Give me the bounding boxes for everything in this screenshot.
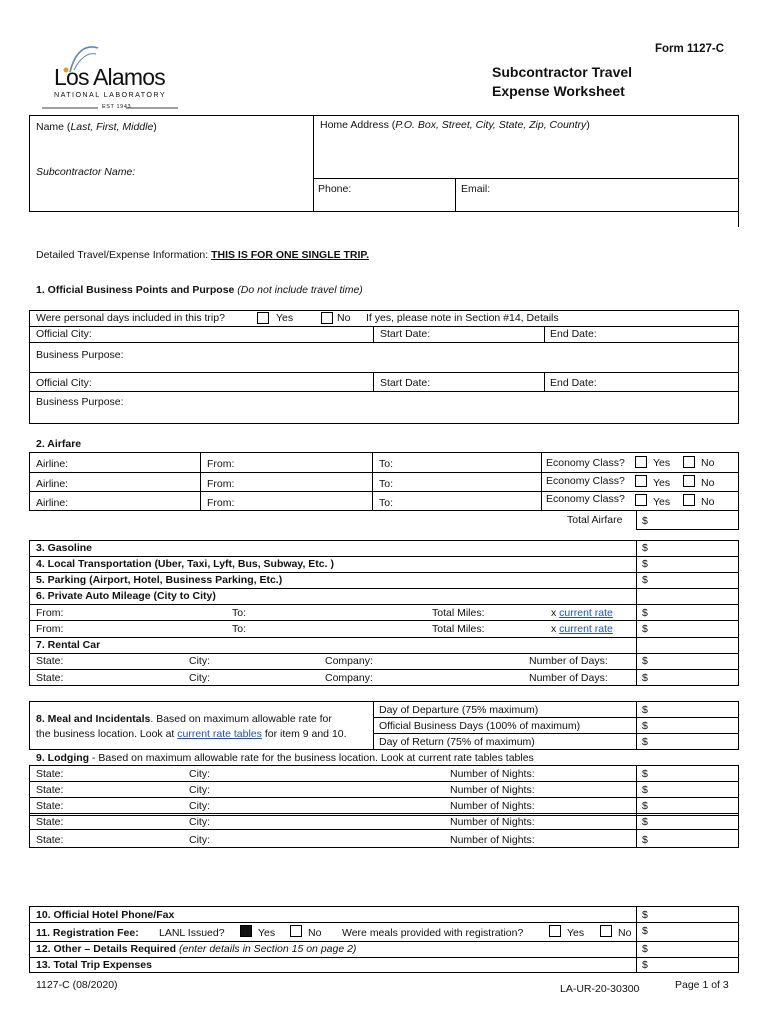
mileage-1-rate: x current rate [551, 607, 613, 619]
airline-1-no-label: No [701, 457, 715, 469]
business-purpose-2-label: Business Purpose: [36, 396, 124, 408]
mileage-2-rate: x current rate [551, 623, 613, 635]
hotel-phone-fax-label: 10. Official Hotel Phone/Fax [36, 909, 175, 921]
mileage-2-from-label: From: [36, 623, 64, 635]
airline-1-economy-label: Economy Class? [546, 457, 625, 469]
form-revision: 1127-C (08/2020) [36, 979, 118, 991]
meals-description-2: the business location. Look at current rate tables for item 9 and 10. [36, 728, 347, 740]
airline-3-to-label: To: [379, 497, 394, 509]
registration-fee-dollar: $ [642, 925, 648, 937]
rental-2-dollar: $ [642, 672, 648, 684]
local-transportation-label: 4. Local Transportation (Uber, Taxi, Lyft, Bus, Subway, Etc. ) [36, 558, 334, 570]
lodging-3-nights-label: Number of Nights: [450, 800, 535, 812]
mileage-2-dollar: $ [642, 623, 648, 635]
total-airfare-label: Total Airfare [567, 514, 623, 526]
lodging-3-dollar: $ [642, 800, 648, 812]
airline-3-economy-label: Economy Class? [546, 493, 625, 505]
logo-name: Los Alamos [54, 64, 165, 90]
rental-car-label: 7. Rental Car [36, 639, 101, 651]
meals-provided-yes-label: Yes [567, 927, 585, 939]
lodging-5-city-label: City: [189, 834, 210, 846]
form-title-line2: Expense Worksheet [492, 83, 625, 99]
airline-1-from-label: From: [207, 458, 235, 470]
lanl-issued-yes-label: Yes [258, 927, 276, 939]
rental-1-company-label: Company: [325, 655, 373, 667]
lodging-4-state-label: State: [36, 816, 64, 828]
lodging-heading: 9. Lodging - Based on maximum allowable rate for the business location. Look at current rate tables tables [36, 752, 534, 764]
rental-2-city-label: City: [189, 672, 210, 684]
lodging-2-state-label: State: [36, 784, 64, 796]
airline-2-from-label: From: [207, 478, 235, 490]
email-label: Email: [461, 183, 491, 195]
lanl-logo [30, 40, 190, 112]
home-address-label: Home Address (P.O. Box, Street, City, State, Zip, Country) [320, 119, 590, 131]
phone-label: Phone: [318, 183, 352, 195]
local-transportation-dollar: $ [642, 558, 648, 570]
lodging-1-nights-label: Number of Nights: [450, 768, 535, 780]
rental-1-city-label: City: [189, 655, 210, 667]
parking-label: 5. Parking (Airport, Hotel, Business Parking, Etc.) [36, 574, 283, 586]
gasoline-label: 3. Gasoline [36, 542, 93, 554]
lodging-5-dollar: $ [642, 834, 648, 846]
page-number: Page 1 of 3 [675, 979, 729, 991]
mileage-label: 6. Private Auto Mileage (City to City) [36, 590, 216, 602]
day-of-return-label: Day of Return (75% of maximum) [379, 736, 535, 748]
official-days-dollar: $ [642, 720, 648, 732]
mileage-1-dollar: $ [642, 607, 648, 619]
lanl-issued-label: LANL Issued? [159, 927, 225, 939]
airline-2-economy-no-checkbox[interactable] [683, 475, 695, 487]
airline-1-to-label: To: [379, 458, 394, 470]
end-date-1-label: End Date: [550, 328, 597, 340]
airline-2-no-label: No [701, 477, 715, 489]
personal-days-yes-label: Yes [276, 312, 294, 324]
name-label: Name (Last, First, Middle) [36, 121, 157, 133]
hotel-phone-fax-dollar: $ [642, 909, 648, 921]
end-date-2-label: End Date: [550, 377, 597, 389]
rental-1-dollar: $ [642, 655, 648, 667]
section1-heading: 1. Official Business Points and Purpose (Do not include travel time) [36, 284, 363, 296]
airline-1-economy-no-checkbox[interactable] [683, 456, 695, 468]
lodging-3-state-label: State: [36, 800, 64, 812]
personal-days-no-label: No [337, 312, 351, 324]
lodging-4-nights-label: Number of Nights: [450, 816, 535, 828]
business-purpose-1-label: Business Purpose: [36, 349, 124, 361]
personal-days-no-checkbox[interactable] [321, 312, 333, 324]
logo-est: EST 1943 [102, 104, 132, 110]
airline-3-economy-no-checkbox[interactable] [683, 494, 695, 506]
other-details-label: 12. Other – Details Required (enter details in Section 15 on page 2) [36, 943, 357, 955]
gasoline-dollar: $ [642, 542, 648, 554]
departure-dollar: $ [642, 704, 648, 716]
lanl-issued-yes-checkbox[interactable] [240, 925, 252, 937]
other-details-dollar: $ [642, 943, 648, 955]
airline-1-economy-yes-checkbox[interactable] [635, 456, 647, 468]
airline-3-no-label: No [701, 496, 715, 508]
start-date-2-label: Start Date: [380, 377, 431, 389]
lodging-1-city-label: City: [189, 768, 210, 780]
form-title-line1: Subcontractor Travel [492, 64, 633, 80]
registration-fee-label: 11. Registration Fee: [36, 927, 139, 939]
lodging-1-state-label: State: [36, 768, 64, 780]
subcontractor-name-label: Subcontractor Name: [36, 166, 136, 178]
lodging-1-dollar: $ [642, 768, 648, 780]
mileage-2-to-label: To: [232, 623, 247, 635]
rental-1-days-label: Number of Days: [529, 655, 608, 667]
la-ur-number: LA-UR-20-30300 [560, 983, 640, 995]
personal-days-yes-checkbox[interactable] [257, 312, 269, 324]
start-date-1-label: Start Date: [380, 328, 431, 340]
official-city-2-label: Official City: [36, 377, 92, 389]
mileage-1-to-label: To: [232, 607, 247, 619]
meals-provided-no-label: No [618, 927, 632, 939]
total-trip-expenses-label: 13. Total Trip Expenses [36, 959, 152, 971]
return-dollar: $ [642, 736, 648, 748]
airline-3-yes-label: Yes [653, 496, 671, 508]
day-of-departure-label: Day of Departure (75% maximum) [379, 704, 539, 716]
lodging-2-city-label: City: [189, 784, 210, 796]
meals-provided-yes-checkbox[interactable] [549, 925, 561, 937]
airline-1-yes-label: Yes [653, 457, 671, 469]
mileage-1-total-label: Total Miles: [432, 607, 485, 619]
lodging-4-dollar: $ [642, 816, 648, 828]
rental-2-days-label: Number of Days: [529, 672, 608, 684]
mileage-1-from-label: From: [36, 607, 64, 619]
lodging-5-nights-label: Number of Nights: [450, 834, 535, 846]
trip-intro: Detailed Travel/Expense Information: THIS IS FOR ONE SINGLE TRIP. [36, 249, 370, 261]
form-number: Form 1127-C [655, 43, 725, 55]
airline-3-economy-yes-checkbox[interactable] [635, 494, 647, 506]
rental-2-state-label: State: [36, 672, 64, 684]
airline-3-label: Airline: [36, 497, 69, 509]
logo-sub: NATIONAL LABORATORY [54, 90, 167, 99]
mileage-2-current-rate-link[interactable]: current rate [559, 623, 613, 635]
meals-description-1: 8. Meal and Incidentals. Based on maximum allowable rate for [36, 713, 332, 725]
airline-2-to-label: To: [379, 478, 394, 490]
section2-heading: 2. Airfare [36, 438, 82, 450]
meals-provided-question: Were meals provided with registration? [342, 927, 524, 939]
total-trip-expenses-dollar: $ [642, 959, 648, 971]
lodging-3-city-label: City: [189, 800, 210, 812]
mileage-2-total-label: Total Miles: [432, 623, 485, 635]
rental-2-company-label: Company: [325, 672, 373, 684]
lodging-5-state-label: State: [36, 834, 64, 846]
meals-current-rate-tables-link[interactable]: current rate tables [177, 728, 262, 740]
lodging-2-nights-label: Number of Nights: [450, 784, 535, 796]
airline-1-label: Airline: [36, 458, 69, 470]
rental-1-state-label: State: [36, 655, 64, 667]
airline-2-yes-label: Yes [653, 477, 671, 489]
mileage-1-current-rate-link[interactable]: current rate [559, 607, 613, 619]
lanl-issued-no-checkbox[interactable] [290, 925, 302, 937]
lodging-4-city-label: City: [189, 816, 210, 828]
lanl-issued-no-label: No [308, 927, 322, 939]
airline-2-economy-yes-checkbox[interactable] [635, 475, 647, 487]
meals-provided-no-checkbox[interactable] [600, 925, 612, 937]
official-business-days-label: Official Business Days (100% of maximum) [379, 720, 581, 732]
personal-days-note: If yes, please note in Section #14, Details [366, 312, 559, 324]
airline-2-label: Airline: [36, 478, 69, 490]
personal-days-question: Were personal days included in this trip? [36, 312, 225, 324]
parking-dollar: $ [642, 574, 648, 586]
airline-2-economy-label: Economy Class? [546, 475, 625, 487]
official-city-1-label: Official City: [36, 328, 92, 340]
airline-3-from-label: From: [207, 497, 235, 509]
total-airfare-dollar: $ [642, 515, 648, 527]
lodging-2-dollar: $ [642, 784, 648, 796]
